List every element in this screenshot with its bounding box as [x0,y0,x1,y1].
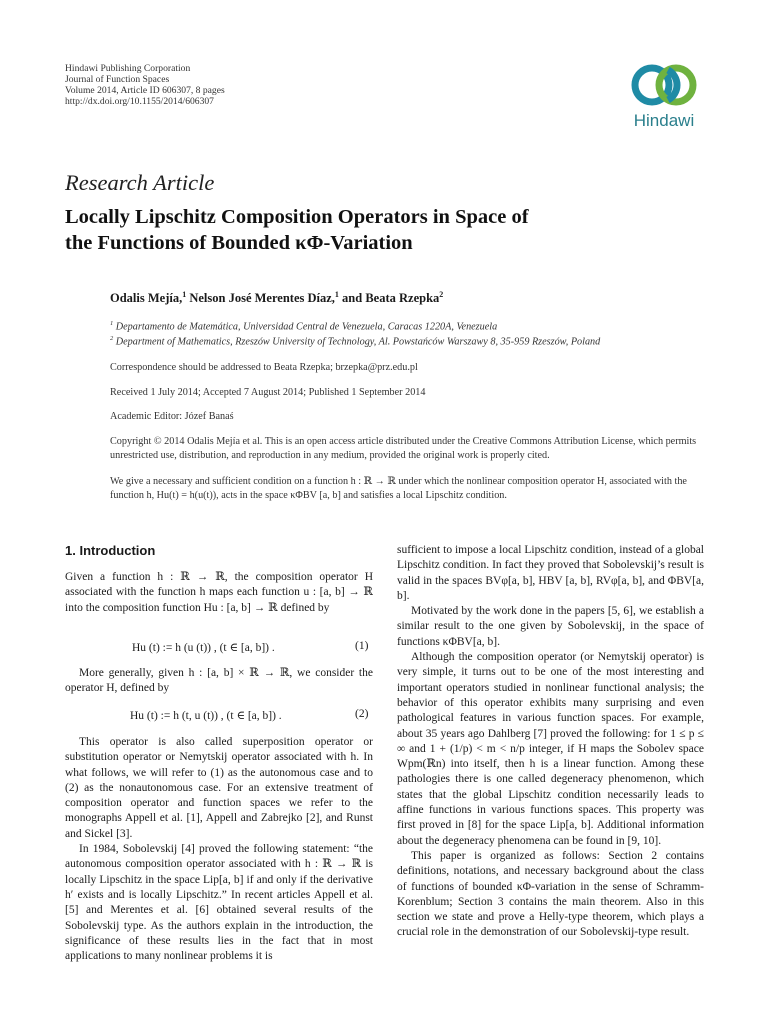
paragraph: In 1984, Sobolevskij [4] proved the following statement: “the autonomous composition operator associated with h : ℝ → ℝ is locally Lipschitz in the space Lip[a, b] if and only if the derivative h′ exists and is locally Lipschitz.” In recent articles Appell et al. [5] and Merentes et al. [6] obtained several results of the Sobolevskij type. As the authors explain in the introduction, the significance of these results lies in the fact that in most applications to many nonlinear problems it is [65,843,373,963]
publication-dates: Received 1 July 2014; Accepted 7 August 2014; Published 1 September 2014 [110,387,426,398]
doi-link[interactable]: http://dx.doi.org/10.1155/2014/606307 [65,96,214,107]
left-column [65,570,373,616]
paragraph: Although the composition operator (or Nemytskij operator) is very simple, it turns out to be one of the most interesting and important operators studied in nonlinear functional analysis; the behavior of this operator exhibits many surprising and even pathological features in various function spaces. For example, about 35 years ago Dahlberg [7] proved the following: for 1 ≤ p ≤ ∞ and 1 + (1/p) < m < n/p integer, if H maps the Sobolev space Wpm(ℝn) into itself, then h is a linear function. Among these pathologies there is one called degeneracy phenomenon, which states that the global Lipschitz condition necessarily leads to affine functions in various functions spaces. This property was first proved in [8] for the space Lip[a, b]. Additional information about the degeneracy phenomena can be found in [9, 10]. [397,651,704,847]
paragraph: sufficient to impose a local Lipschitz condition, instead of a global Lipschitz condition. In fact they proved that Sobolevskij’s result is valid in the spaces BVφ[a, b], HBV [a, b], RVφ[a, b], and ΦBV[a, b]. [397,544,704,602]
article-title [65,204,625,256]
author-affiliation-mark: 1 [334,290,339,299]
volume-info: Volume 2014, Article ID 606307, 8 pages [65,85,225,96]
copyright-notice: Copyright © 2014 Odalis Mejía et al. This is an open access article distributed under the Creative Commons Attribution License, which permits unrestricted use, distribution, and reproduction in any medium, provided the original work is properly cited. [110,436,697,461]
affiliation-mark: 1 [110,320,114,327]
title-line-1: Locally Lipschitz Composition Operators in Space of [65,206,529,228]
hindawi-rings-icon [612,58,716,114]
correspondence: Correspondence should be addressed to Beata Rzepka; brzepka@prz.edu.pl [110,362,418,373]
affiliation-2 [110,335,600,347]
right-column [397,543,704,941]
paragraph: Given a function h : ℝ → ℝ, the composition operator H associated with the function h maps each function u : [a, b] → ℝ into the composition function Hu : [a, b] → ℝ defined by [65,571,373,614]
publisher-name: Hindawi Publishing Corporation [65,63,191,74]
paragraph: This operator is also called superposition operator or substitution operator or Nemytskij operator associated with h. In what follows, we will refer to (1) as the autonomous case and to (2) as the nonautonomous case. For an extensive treatment of composition operator and function spaces we refer to the monographs Appell et al. [1], Appell and Zabrejko [2], and Runst and Sickel [3]. [65,736,373,840]
abstract: We give a necessary and sufficient condition on a function h : ℝ → ℝ under which the nonlinear composition operator H, associated with the function h, Hu(t) = h(u(t)), acts in the space κΦBV [a, b] and satisfies a local Lipschitz condition. [110,476,687,501]
left-column-3 [65,735,373,964]
paragraph: Motivated by the work done in the papers [5, 6], we establish a similar result to the one given by Sobolevskij, in the space of functions κΦBV[a, b]. [397,605,704,648]
affiliation-text: Departamento de Matemática, Universidad Central de Venezuela, Caracas 1220A, Venezuela [113,321,498,333]
equation-number: (1) [355,640,369,652]
academic-editor: Academic Editor: Józef Banaś [110,411,234,422]
logo-text: Hindawi [633,111,695,130]
author-list [110,290,443,306]
equation-1: Hu (t) := h (u (t)) , (t ∈ [a, b]) . [132,642,275,654]
title-line-2: the Functions of Bounded κΦ-Variation [65,232,413,254]
equation-2: Hu (t) := h (t, u (t)) , (t ∈ [a, b]) . [130,710,282,722]
affiliation-1 [110,320,497,332]
author-name: Nelson José Merentes Díaz, [186,291,335,306]
author-affiliation-mark: 1 [182,290,187,299]
author-affiliation-mark: 2 [439,290,444,299]
left-column-2 [65,666,373,697]
paragraph: More generally, given h : [a, b] × ℝ → ℝ, we consider the operator H, defined by [65,667,373,695]
article-type: Research Article [65,170,215,195]
section-heading: 1. Introduction [65,543,156,558]
paragraph: This paper is organized as follows: Section 2 contains definitions, notations, and necessary background about the class of functions of bounded κΦ-variation in the sense of Schramm-Korenblum; Section 3 contains the main theorem. Also in this section we state and prove a Helly-type theorem, which plays a crucial role in the demonstration of our Sobolevskij-type result. [397,849,704,939]
equation-number: (2) [355,708,369,720]
journal-header [65,63,225,107]
hindawi-logo [612,58,716,138]
author-name: Odalis Mejía, [110,291,183,306]
author-name: and Beata Rzepka [338,291,440,306]
affiliation-mark: 2 [110,335,114,342]
journal-name: Journal of Function Spaces [65,74,170,85]
affiliation-text: Department of Mathematics, Rzeszów University of Technology, Al. Powstańców Warszawy 8, 35-959 Rzeszów, Poland [113,336,601,348]
